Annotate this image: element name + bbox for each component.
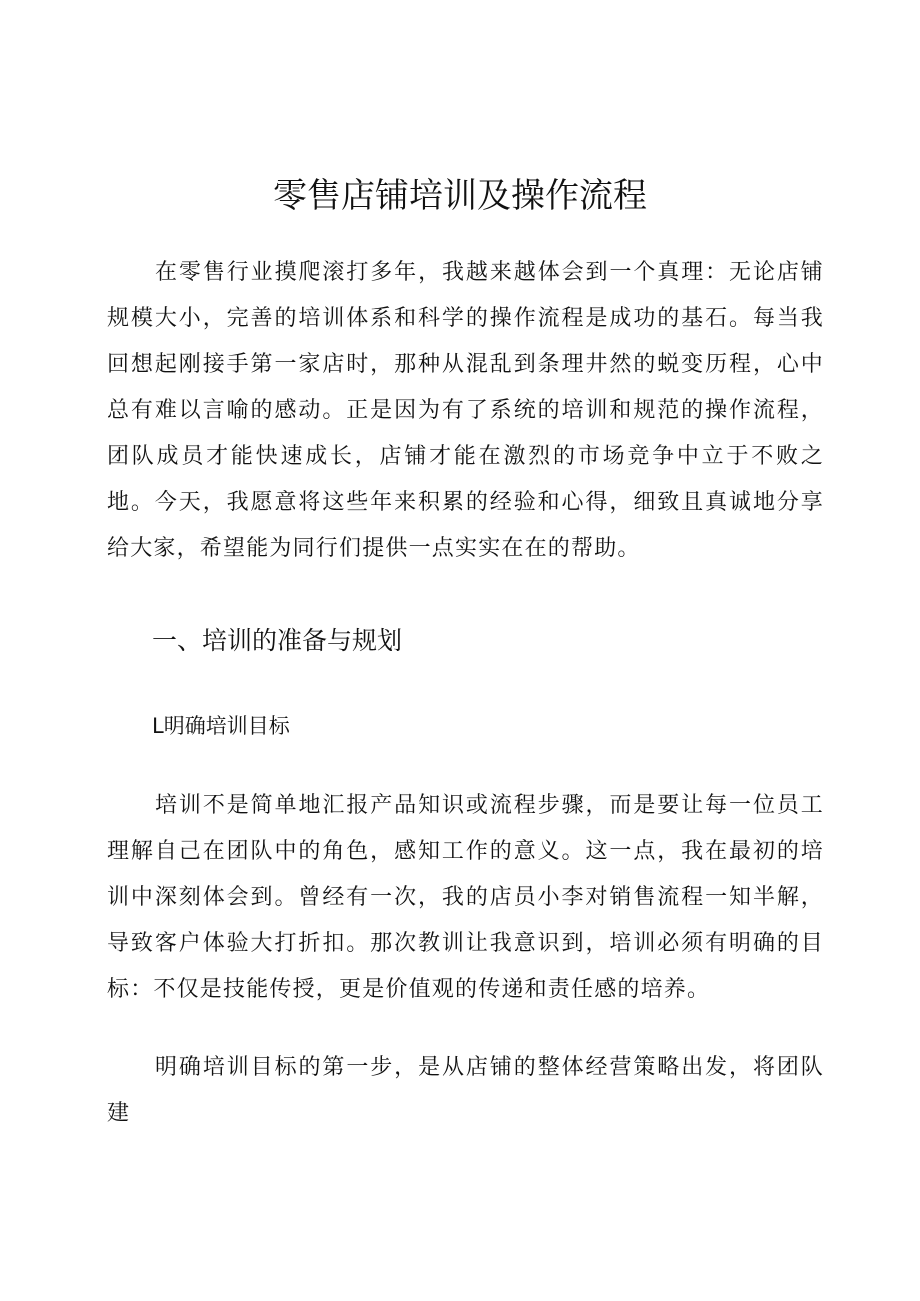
body-paragraph: 明确培训目标的第一步，是从店铺的整体经营策略出发，将团队建 — [107, 1055, 824, 1126]
document-title: 零售店铺培训及操作流程 — [273, 176, 647, 216]
intro-paragraph: 在零售行业摸爬滚打多年，我越来越体会到一个真理：无论店铺规模大小，完善的培训体系和科学的操作流程是成功的基石。每当我回想起刚接手第一家店时，那种从混乱到条理井然的蜕变历程，心中总有难以言喻的感动。正是因为有了系统的培训和规范的操作流程，团队成员才能快速成长，店铺才能在激烈的市场竞争中立于不败之地。今天，我愿意将这些年来积累的经验和心得，细致且真诚地分享给大家，希望能为同行们提供一点实实在在的帮助。 — [107, 260, 824, 561]
subsection-heading: L明确培训目标 — [152, 714, 290, 738]
section-heading: 一、培训的准备与规划 — [152, 626, 403, 655]
body-paragraph: 培训不是简单地汇报产品知识或流程步骤，而是要让每一位员工理解自己在团队中的角色，感知工作的意义。这一点，我在最初的培训中深刻体会到。曾经有一次，我的店员小李对销售流程一知半解，导致客户体验大打折扣。那次教训让我意识到，培训必须有明确的目标：不仅是技能传授，更是价值观的传递和责任感的培养。 — [107, 793, 824, 1002]
